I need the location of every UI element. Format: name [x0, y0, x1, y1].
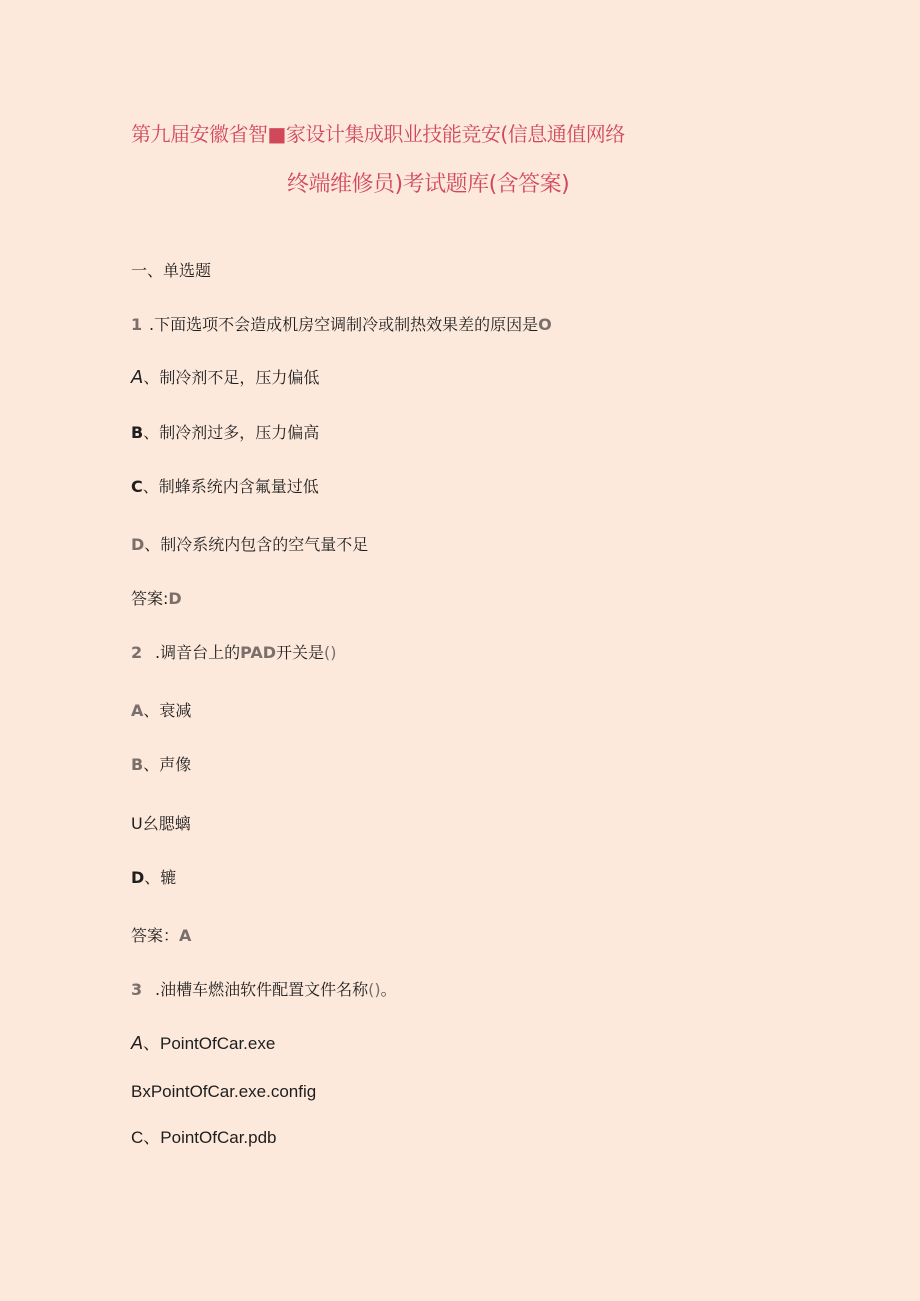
option-key: A [131, 701, 144, 720]
q1-option-a [131, 367, 319, 389]
q2-option-c: U幺腮螭 [131, 814, 191, 833]
q3-option-c: C、PointOfCar.pdb [131, 1128, 277, 1147]
q1-option-d [131, 534, 368, 556]
question-text: .油槽车燃油软件配置文件名称 [155, 980, 369, 999]
q2-option-a [131, 700, 191, 722]
option-text: 、衰减 [143, 701, 192, 720]
question-2 [131, 642, 337, 664]
answer-value: A [179, 926, 192, 945]
question-text: .下面选项不会造成机房空调制冷或制热效果差的原因是 [149, 315, 539, 334]
q1-option-c [131, 476, 319, 498]
option-text: 、制冷系统内包含的空气量不足 [144, 535, 369, 554]
question-text: .调音台上的 [155, 643, 241, 662]
question-number: 1 [131, 315, 143, 334]
question-text-post: 开关是 [276, 643, 325, 662]
q1-option-b [131, 422, 319, 444]
question-3 [131, 979, 397, 1001]
option-text: 、PointOfCar.exe [143, 1034, 276, 1053]
question-tail: O [538, 315, 552, 334]
option-key: B [131, 423, 144, 442]
q3-option-a [131, 1032, 275, 1055]
option-text: 、制冷剂过多，压力偏高 [143, 423, 320, 442]
question-paren: () [324, 643, 337, 662]
q2-option-b [131, 754, 191, 776]
option-key: C [131, 477, 143, 496]
q2-option-d [131, 867, 176, 889]
document-title-line-1: 第九届安徽省智■家设计集成职业技能竞安(信息通值网络 [131, 122, 625, 146]
answer-value: D [168, 589, 182, 608]
option-text: 、制蜂系统内含氟量过低 [142, 477, 319, 496]
answer-label: 答案： [131, 926, 180, 945]
q1-answer [131, 588, 182, 610]
answer-label: 答案: [131, 589, 169, 608]
question-pad: PAD [240, 643, 277, 662]
document-title-line-2: 终端维修员)考试题库(含答案) [287, 172, 570, 197]
option-key: D [131, 868, 145, 887]
q3-option-b: BxPointOfCar.exe.config [131, 1082, 317, 1101]
option-text: 、辘 [144, 868, 177, 887]
option-key: A [131, 367, 144, 388]
option-key: B [131, 755, 144, 774]
option-text: 、声像 [143, 755, 192, 774]
question-paren: () [368, 980, 381, 999]
section-heading: 一、单选题 [131, 261, 212, 280]
question-number: 3 [131, 980, 143, 999]
option-text: 、制冷剂不足，压力偏低 [143, 368, 320, 387]
question-end: 。 [380, 980, 397, 999]
question-number: 2 [131, 643, 143, 662]
option-key: D [131, 535, 145, 554]
option-key: A [131, 1033, 144, 1053]
q2-answer [131, 925, 191, 947]
question-1 [131, 314, 552, 336]
